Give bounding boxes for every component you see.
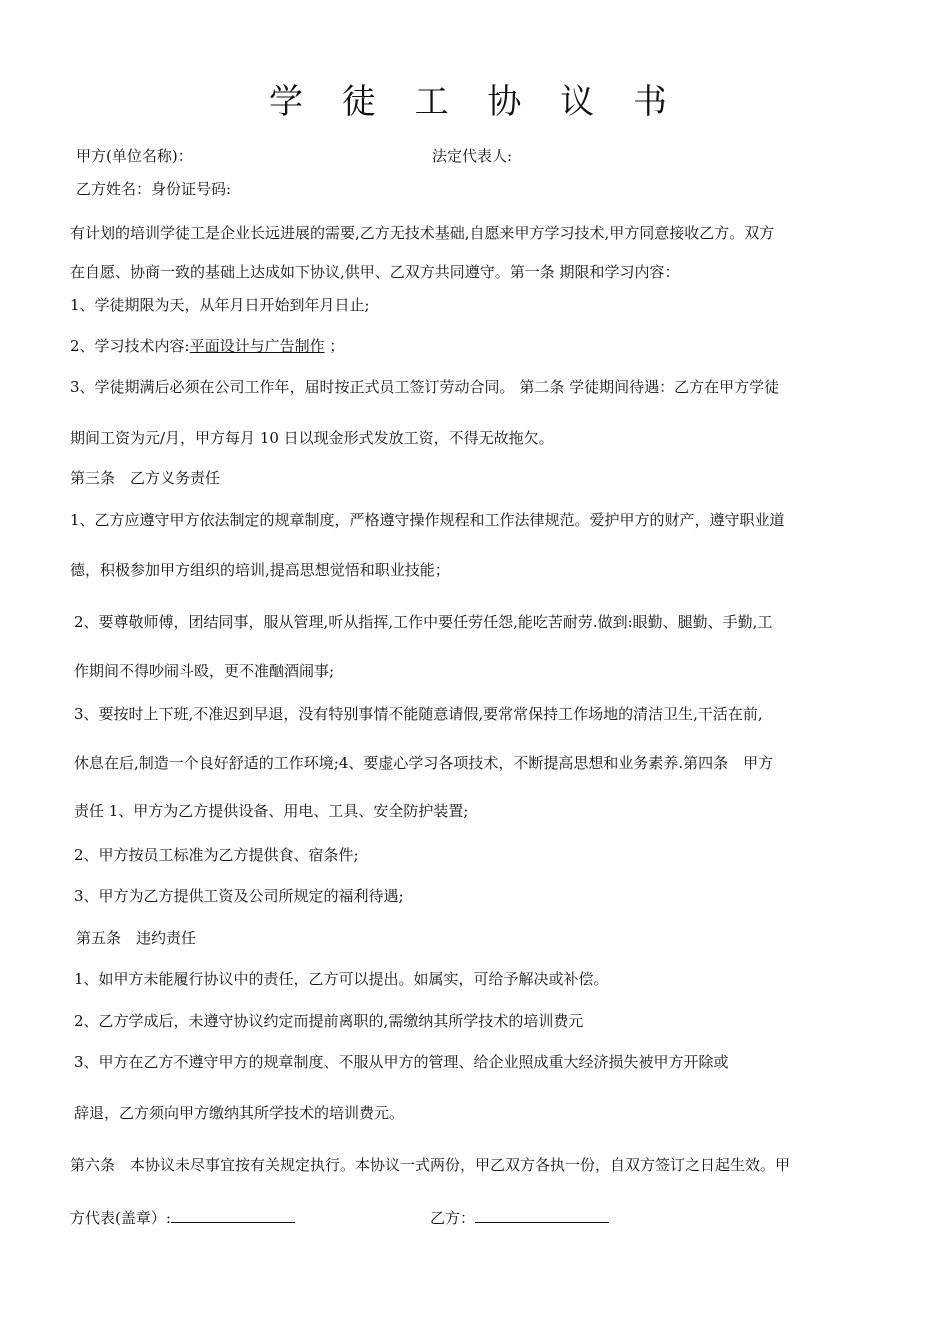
article3-item3-line1: 3、要按时上下班,不准迟到早退，没有特别事情不能随意请假,要常常保持工作场地的清洁卫生,干活在前, [74, 705, 763, 723]
article5-item3-line2: 辞退，乙方须向甲方缴纳其所学技术的培训费元。 [74, 1104, 405, 1122]
party-b-signature-label: 乙方： [430, 1209, 476, 1227]
article5-item1: 1、如甲方未能履行协议中的责任，乙方可以提出。如属实，可给予解决或补偿。 [74, 970, 609, 988]
legal-rep-label: 法定代表人: [432, 147, 513, 165]
article2-line2: 期间工资为元/月，甲方每月 10 日以现金形式发放工资，不得无故拖欠。 [70, 429, 554, 447]
party-a-label: 甲方(单位名称)： [76, 147, 193, 165]
article1-item3: 3、学徒期满后必须在公司工作年，届时按正式员工签订劳动合同。 第二条 学徒期间待遇：乙方在甲方学徒 [70, 378, 780, 396]
party-a-signature-label: 方代表(盖章）: [70, 1209, 171, 1227]
article3-item1-line2: 德，积极参加甲方组织的培训,提高思想觉悟和职业技能； [70, 561, 450, 579]
intro-line-1: 有计划的培训学徒工是企业长远进展的需要,乙方无技术基础,自愿来甲方学习技术,甲方同意接收乙方。双方 [70, 224, 775, 242]
party-a-signature-blank[interactable] [171, 1206, 295, 1223]
party-a-signature [70, 1206, 295, 1228]
article1-item2 [70, 336, 344, 356]
article1-item1: 1、学徒期限为天，从年月日开始到年月日止; [70, 296, 370, 314]
party-b-label: 乙方姓名：身份证号码: [76, 180, 232, 198]
article1-item2-suffix: ； [324, 337, 345, 355]
document-title: 学 徒 工 协 议 书 [268, 82, 682, 122]
training-content-value: 平面设计与广告制作 [189, 337, 325, 355]
article4-item2: 2、甲方按员工标准为乙方提供食、宿条件; [74, 846, 359, 864]
article3-item2-line2: 作期间不得吵闹斗殴，更不准酗酒闹事; [74, 662, 335, 680]
party-b-signature-blank[interactable] [475, 1206, 609, 1223]
article1-item2-prefix: 2、学习技术内容: [70, 337, 190, 355]
article5-heading: 第五条 违约责任 [76, 929, 197, 947]
article3-item2-line1: 2、要尊敬师傅，团结同事，服从管理,听从指挥,工作中要任劳任怨,能吃苦耐劳.做到:眼勤、腿勤、手勤,工 [74, 613, 773, 631]
article3-heading: 第三条 乙方义务责任 [70, 469, 221, 487]
intro-line-2: 在自愿、协商一致的基础上达成如下协议,供甲、乙双方共同遵守。第一条 期限和学习内容： [70, 263, 680, 281]
article3-item1-line1: 1、乙方应遵守甲方依法制定的规章制度，严格遵守操作规程和工作法律规范。爱护甲方的财产，遵守职业道 [70, 511, 785, 529]
article5-item3-line1: 3、甲方在乙方不遵守甲方的规章制度、不服从甲方的管理、给企业照成重大经济损失被甲方开除或 [74, 1053, 729, 1071]
article5-item2: 2、乙方学成后，未遵守协议约定而提前离职的,需缴纳其所学技术的培训费元 [74, 1012, 584, 1030]
article6-line1: 第六条 本协议未尽事宜按有关规定执行。本协议一式两份，甲乙双方各执一份，自双方签订之日起生效。甲 [70, 1156, 791, 1174]
party-b-signature [430, 1206, 609, 1228]
article3-item3-line2: 休息在后,制造一个良好舒适的工作环境;4、要虚心学习各项技术，不断提高思想和业务素养.第四条 甲方 [74, 754, 774, 772]
article4-item3: 3、甲方为乙方提供工资及公司所规定的福利待遇; [74, 887, 404, 905]
article4-line1: 责任 1、甲方为乙方提供设备、用电、工具、安全防护装置; [74, 802, 469, 820]
